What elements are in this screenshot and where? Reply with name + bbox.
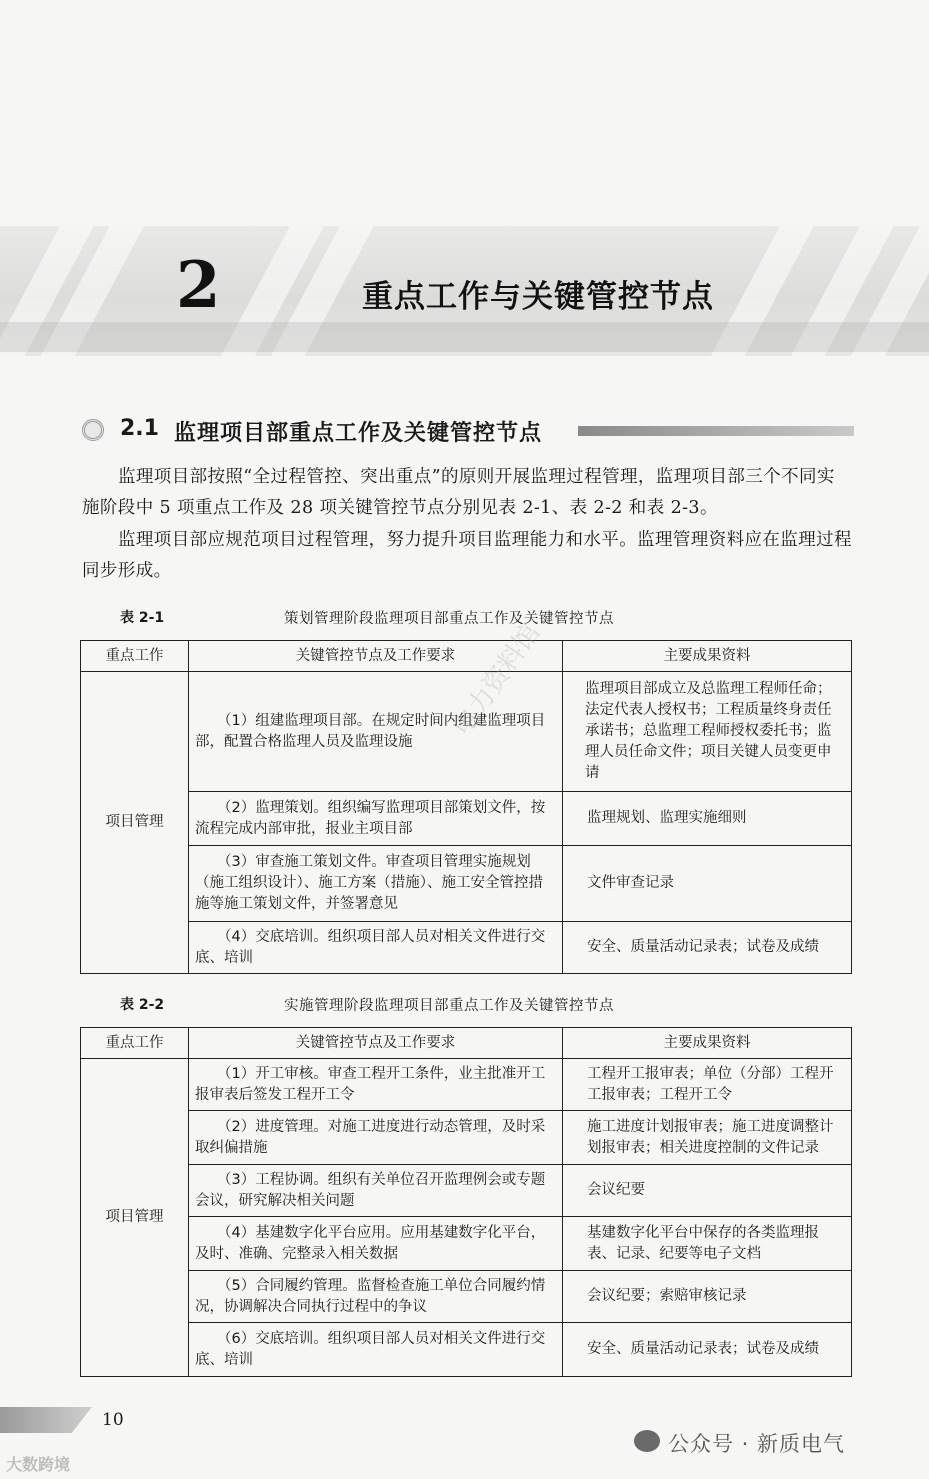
section-title: 监理项目部重点工作及关键管控节点: [174, 421, 543, 446]
table1-label: 表 2-1: [120, 610, 165, 626]
requirement-cell: （1）组建监理项目部。在规定时间内组建监理项目部，配置合格监理人员及监理设施: [189, 672, 563, 792]
header-results: 主要成果资料: [563, 1028, 852, 1059]
section-bullet-icon: [82, 419, 104, 441]
requirement-cell: （5）合同履约管理。监督检查施工单位合同履约情况，协调解决合同执行过程中的争议: [189, 1271, 563, 1323]
watermark-right: 公众号 · 新质电气: [668, 1432, 846, 1456]
requirement-cell: （1）开工审核。审查工程开工条件，业主批准开工报审表后签发工程开工令: [189, 1059, 563, 1111]
body-paragraph-1: 监理项目部按照“全过程管控、突出重点”的原则开展监理过程管理，监理项目部三个不同实施阶段中 5 项重点工作及 28 项关键管控节点分别见表 2-1、表 2-2 和表 2-3。: [82, 467, 835, 518]
table-row: [81, 1217, 852, 1271]
header-control-nodes: 关键管控节点及工作要求: [189, 1028, 563, 1059]
table2-label: 表 2-2: [120, 997, 165, 1013]
result-cell: 施工进度计划报审表；施工进度调整计划报审表；相关进度控制的文件记录: [563, 1111, 852, 1165]
wechat-icon: [634, 1430, 660, 1452]
requirement-cell: （2）进度管理。对施工进度进行动态管理，及时采取纠偏措施: [189, 1111, 563, 1165]
requirement-cell: （3）工程协调。组织有关单位召开监理例会或专题会议，研究解决相关问题: [189, 1165, 563, 1217]
table-2-2: [80, 1027, 852, 1377]
table2-title: 实施管理阶段监理项目部重点工作及关键管控节点: [284, 998, 614, 1014]
table-row: [81, 1059, 852, 1111]
table-row: [81, 922, 852, 974]
watermark-left: 大数跨境: [6, 1455, 71, 1474]
page-tab-decoration: [0, 1407, 92, 1433]
requirement-cell: （2）监理策划。组织编写监理项目部策划文件，按流程完成内部审批，报业主项目部: [189, 792, 563, 846]
table-header-row: [81, 641, 852, 672]
category-cell: 项目管理: [81, 672, 189, 974]
section-number: 2.1: [120, 416, 159, 441]
result-cell: 安全、质量活动记录表；试卷及成绩: [563, 1323, 852, 1377]
page-number: 10: [102, 1410, 124, 1430]
result-cell: 基建数字化平台中保存的各类监理报表、记录、纪要等电子文档: [563, 1217, 852, 1271]
table-row: [81, 1271, 852, 1323]
table-row: [81, 1111, 852, 1165]
table-row: [81, 792, 852, 846]
section-decorative-bar: [578, 426, 854, 436]
result-cell: 监理项目部成立及总监理工程师任命；法定代表人授权书；工程质量终身责任承诺书；总监理工程师授权委托书；监理人员任命文件；项目关键人员变更申请: [563, 672, 852, 792]
table-header-row: [81, 1028, 852, 1059]
section-heading: [78, 414, 858, 448]
table-row: [81, 1323, 852, 1377]
table1-title: 策划管理阶段监理项目部重点工作及关键管控节点: [284, 611, 614, 627]
result-cell: 文件审查记录: [563, 846, 852, 922]
result-cell: 监理规划、监理实施细则: [563, 792, 852, 846]
requirement-cell: （4）交底培训。组织项目部人员对相关文件进行交底、培训: [189, 922, 563, 974]
header-control-nodes: 关键管控节点及工作要求: [189, 641, 563, 672]
result-cell: 会议纪要；索赔审核记录: [563, 1271, 852, 1323]
requirement-cell: （4）基建数字化平台应用。应用基建数字化平台，及时、准确、完整录入相关数据: [189, 1217, 563, 1271]
result-cell: 工程开工报审表；单位（分部）工程开工报审表；工程开工令: [563, 1059, 852, 1111]
requirement-cell: （6）交底培训。组织项目部人员对相关文件进行交底、培训: [189, 1323, 563, 1377]
chapter-title: 重点工作与关键管控节点: [362, 279, 714, 315]
requirement-cell: （3）审查施工策划文件。审查项目管理实施规划（施工组织设计）、施工方案（措施）、施工安全管控措施等施工策划文件，并签署意见: [189, 846, 563, 922]
result-cell: 会议纪要: [563, 1165, 852, 1217]
diagonal-watermark: 电力资料馆: [447, 618, 547, 742]
header-results: 主要成果资料: [563, 641, 852, 672]
header-key-work: 重点工作: [81, 641, 189, 672]
table-row: [81, 846, 852, 922]
body-paragraph-2: 监理项目部应规范项目过程管理，努力提升项目监理能力和水平。监理管理资料应在监理过程同步形成。: [82, 530, 852, 581]
result-cell: 安全、质量活动记录表；试卷及成绩: [563, 922, 852, 974]
table-row: [81, 1165, 852, 1217]
header-key-work: 重点工作: [81, 1028, 189, 1059]
chapter-number: 2: [176, 248, 221, 323]
category-cell: 项目管理: [81, 1059, 189, 1377]
